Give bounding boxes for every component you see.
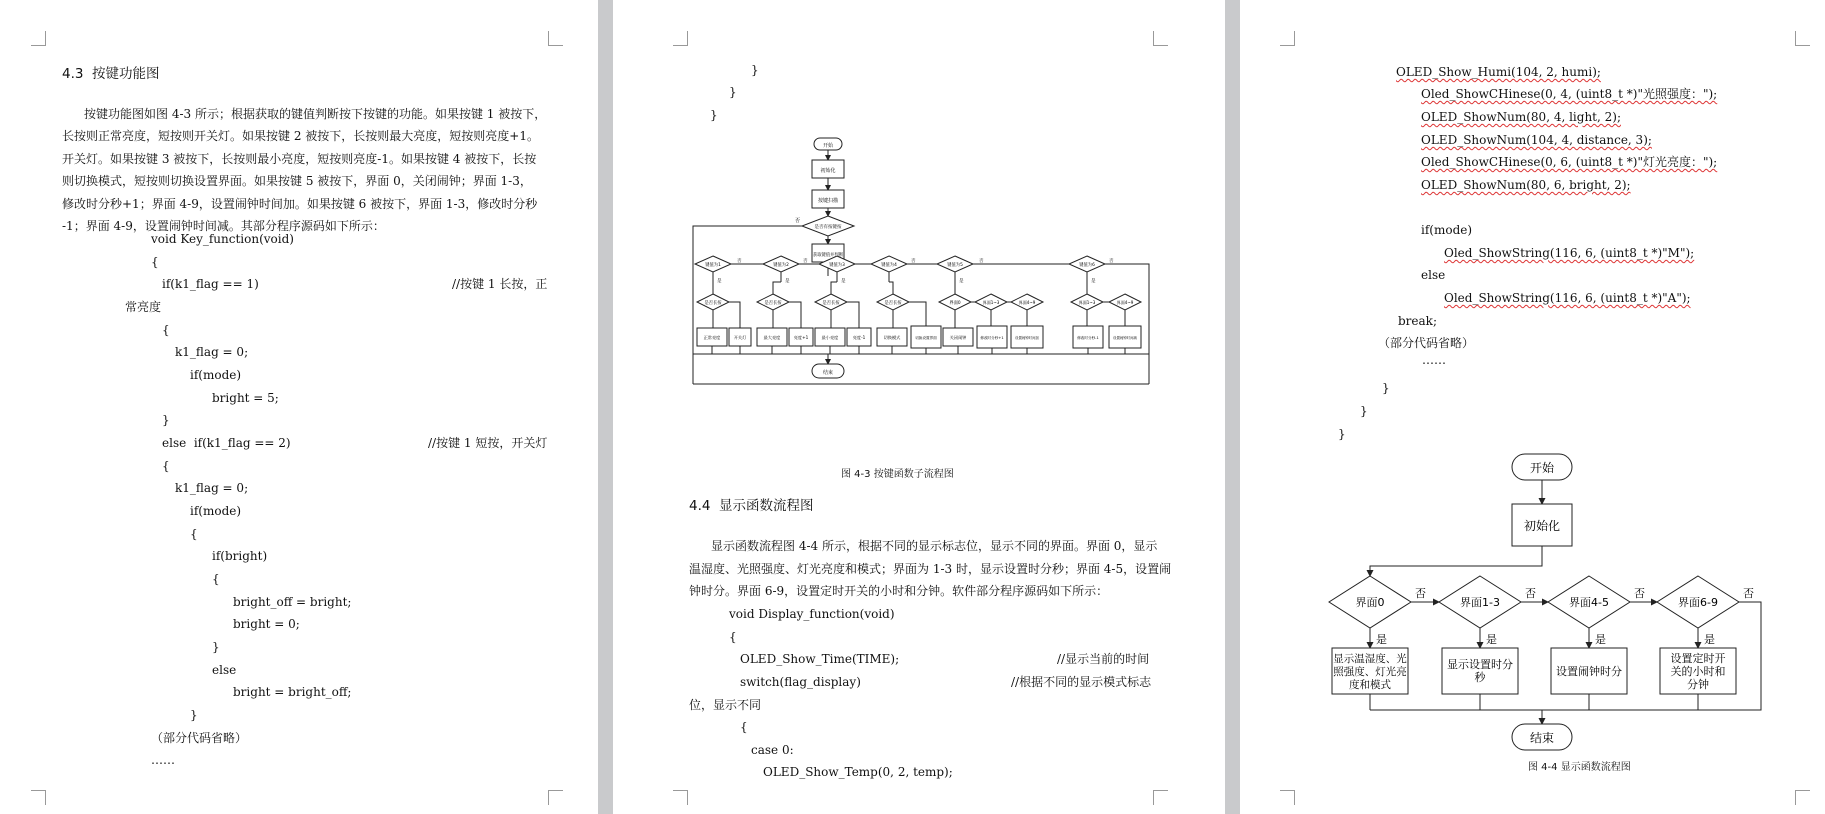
paragraph-line: 长按则正常亮度，短按则开关灯。如果按键 2 被按下，长按则最大亮度，短按则亮度+1。 [62,129,539,143]
paragraph-line: 温湿度、光照强度、灯光亮度和模式；界面为 1-3 时，显示设置时分秒；界面 4-5，设置闹 [689,562,1172,576]
flow-yes-label: 是 [1486,633,1497,646]
flow-action-label: 修改时分秒-1 [1077,336,1099,340]
flow-action-label: 切换设置界面 [915,336,937,340]
code-line: { [190,527,198,541]
code-line: OLED_ShowNum(104, 4, distance, 3); [1421,133,1652,147]
flow-iface-label: 界面4~9 [1116,300,1134,305]
code-line: { [729,630,737,644]
flow-no-label: 否 [803,259,808,264]
code-comment: //根据不同的显示模式标志 [1011,675,1152,689]
crop-mark [548,790,563,805]
flow-action-label: 最大亮度 [763,335,781,340]
code-line: if(mode) [1421,223,1473,237]
flow-iface-label: 界面0 [949,301,961,306]
code-line: } [1360,404,1368,418]
code-line: { [151,255,159,269]
key-flowchart [689,132,1159,442]
flow-key4-label: 键值为4 [881,263,897,268]
code-line: { [162,459,170,473]
code-line: if(mode) [190,504,242,518]
paragraph-line: 显示函数流程图 4-4 所示，根据不同的显示标志位，显示不同的界面。界面 0，显示 [711,539,1158,553]
code-line: } [212,640,220,654]
flow-no-label: 否 [1415,587,1426,600]
code-line: { [212,572,220,586]
code-line: OLED_Show_Time(TIME); [740,652,900,666]
code-line: } [729,85,737,99]
crop-mark [673,31,688,46]
flow-key5-label: 键值为5 [947,263,963,268]
flow-longpress-label: 是否长按 [884,301,902,306]
flow-action-label: 亮度-1 [852,335,866,340]
code-line: } [751,63,759,77]
flow-action-label-2: 设置闹钟时分 [1556,665,1622,678]
flow-yes-label: 是 [959,279,964,284]
code-comment: 位，显示不同 [689,698,762,712]
document-page-2 [613,0,1225,814]
figure-caption: 图 4-4 显示函数流程图 [1528,762,1631,773]
code-line: bright = bright_off; [233,685,352,699]
flow-end-label: 结束 [1529,731,1555,745]
code-line: Oled_ShowCHinese(0, 6, (uint8_t *)"灯光亮度："); [1421,155,1718,169]
flow-yes-label: 是 [1704,633,1715,646]
flow-iface-label: 界面1~3 [982,300,1000,305]
flow-yes-label: 是 [717,279,722,284]
code-line: switch(flag_display) [740,675,861,689]
code-line: } [1338,427,1346,441]
flow-no-label: 否 [979,259,984,264]
flow-action-label-3: 设置定时开关的小时和分钟 [1670,652,1726,691]
code-line: { [740,720,748,734]
document-page-3 [1240,0,1825,814]
flow-iface-label: 界面4-5 [1569,596,1609,609]
code-line: else if(k1_flag == 2) [162,436,291,450]
flow-pressed-label: 是否有按键按 [814,225,842,230]
flow-action-label-0: 显示温湿度、光照强度、灯光亮度和模式 [1333,653,1407,691]
flow-no-label: 否 [1109,259,1114,264]
crop-mark [1280,31,1295,46]
paragraph-line: 修改时分秒+1；界面 4-9，设置闹钟时间加。如果按键 6 被按下，界面 1-3，修改时分秒 [62,197,538,211]
flow-start-label: 开始 [822,143,834,149]
display-flowchart [1315,448,1795,788]
flow-key3-label: 键值为3 [829,263,845,268]
flow-action-label-1: 显示设置时分秒 [1447,658,1513,684]
flow-start-label: 开始 [1529,461,1555,475]
flow-iface-label: 界面1-3 [1460,596,1500,609]
code-comment: 常亮度 [125,300,162,314]
code-line: } [710,108,718,122]
code-line: } [1382,381,1390,395]
ellipsis: …… [1422,353,1446,367]
code-comment: //按键 1 短按，开关灯 [428,436,548,450]
paragraph-line: -1；界面 4-9，设置闹钟时间减。其部分程序源码如下所示： [62,219,385,233]
flow-action-label: 关闭闹钟 [949,335,967,340]
code-line: k1_flag = 0; [175,345,249,359]
code-line: （部分代码省略） [1378,336,1475,350]
crop-mark [673,790,688,805]
flow-action-label: 切换模式 [883,335,901,340]
flow-action-label: 开关灯 [733,335,747,340]
flow-longpress-label: 是否长按 [822,301,840,306]
flow-yes-label: 是 [1376,633,1387,646]
code-comment: //按键 1 长按，正 [452,277,548,291]
code-line: break; [1398,314,1437,328]
flow-iface-label: 界面4~9 [1018,300,1036,305]
crop-mark [31,790,46,805]
code-line: Oled_ShowString(116, 6, (uint8_t *)"M"); [1444,246,1695,260]
section-heading: 4.4 显示函数流程图 [689,498,814,514]
flow-no-label: 否 [1525,587,1536,600]
flow-iface-label: 界面1~3 [1078,300,1096,305]
flow-key2-label: 键值为2 [773,263,789,268]
flow-key6-label: 键值为6 [1079,263,1095,268]
code-line: （部分代码省略） [151,731,248,745]
paragraph-line: 钟时分。界面 6-9，设置定时开关的小时和分钟。软件部分程序源码如下所示： [689,584,1109,598]
flow-no-label: 否 [795,218,801,224]
flow-init-label: 初始化 [820,168,836,174]
code-line: bright = 0; [233,617,300,631]
flow-no-label: 否 [911,259,916,264]
document-page-1 [0,0,598,814]
flow-end-label: 结束 [822,370,834,376]
flow-yes-label: 是 [785,279,790,284]
code-line: Oled_ShowCHinese(0, 4, (uint8_t *)"光照强度："); [1421,87,1718,101]
code-line: void Key_function(void) [151,232,294,246]
code-line: Oled_ShowString(116, 6, (uint8_t *)"A"); [1444,291,1691,305]
flow-action-label: 正常亮度 [703,335,721,340]
flow-longpress-label: 是否长按 [764,301,782,306]
flow-no-label: 否 [1743,587,1754,600]
flow-no-label: 否 [737,259,742,264]
code-line: OLED_Show_Temp(0, 2, temp); [763,765,953,779]
code-line: OLED_Show_Humi(104, 2, humi); [1396,65,1601,79]
flow-action-label: 设置闹钟时间加 [1015,336,1039,340]
code-line: } [162,413,170,427]
code-line: bright = 5; [212,391,279,405]
code-line: OLED_ShowNum(80, 4, light, 2); [1421,110,1621,124]
code-line: } [190,708,198,722]
flow-action-label: 修改时分秒+1 [980,336,1004,340]
crop-mark [1795,790,1810,805]
flow-yes-label: 是 [1595,633,1606,646]
flow-yes-label: 是 [1091,279,1096,284]
code-line: OLED_ShowNum(80, 6, bright, 2); [1421,178,1631,192]
code-line: k1_flag = 0; [175,481,249,495]
flow-init-label: 初始化 [1523,519,1561,533]
section-heading: 4.3 按键功能图 [62,66,160,82]
flow-yes-label: 是 [841,279,846,284]
crop-mark [1153,790,1168,805]
flow-action-label: 最小亮度 [821,335,839,340]
flow-scan-label: 按键扫描 [817,198,839,204]
code-line: if(k1_flag == 1) [162,277,259,291]
paragraph-line: 则切换模式，短按则切换设置界面。如果按键 5 被按下，界面 0，关闭闹钟；界面 1-3， [62,174,532,188]
crop-mark [1795,31,1810,46]
code-line: else [1421,268,1446,282]
flow-iface-label: 界面0 [1355,596,1385,609]
code-line: bright_off = bright; [233,595,352,609]
figure-caption: 图 4-3 按键函数子流程图 [841,469,954,480]
code-line: case 0: [751,743,794,757]
flow-action-label: 亮度+1 [793,335,809,340]
crop-mark [1280,790,1295,805]
crop-mark [1153,31,1168,46]
flow-key1-label: 键值为1 [705,263,721,268]
crop-mark [31,31,46,46]
code-line: if(mode) [190,368,242,382]
paragraph-line: 按键功能图如图 4-3 所示；根据获取的键值判断按下按键的功能。如果按键 1 被按下， [84,107,547,121]
code-line: else [212,663,237,677]
crop-mark [548,31,563,46]
flow-action-label: 设置闹钟时间减 [1113,336,1137,340]
flow-getkey-label: 获取键值并判断 [812,253,844,258]
code-comment: //显示当前的时间 [1057,652,1150,666]
flow-iface-label: 界面6-9 [1678,596,1718,609]
code-line: if(bright) [212,549,268,563]
paragraph-line: 开关灯。如果按键 3 被按下，长按则最小亮度，短按则亮度-1。如果按键 4 被按下，长按 [62,152,537,166]
code-line: void Display_function(void) [729,607,895,621]
flow-no-label: 否 [1634,587,1645,600]
code-line: …… [151,753,175,767]
code-line: { [162,323,170,337]
flow-longpress-label: 是否长按 [704,301,722,306]
